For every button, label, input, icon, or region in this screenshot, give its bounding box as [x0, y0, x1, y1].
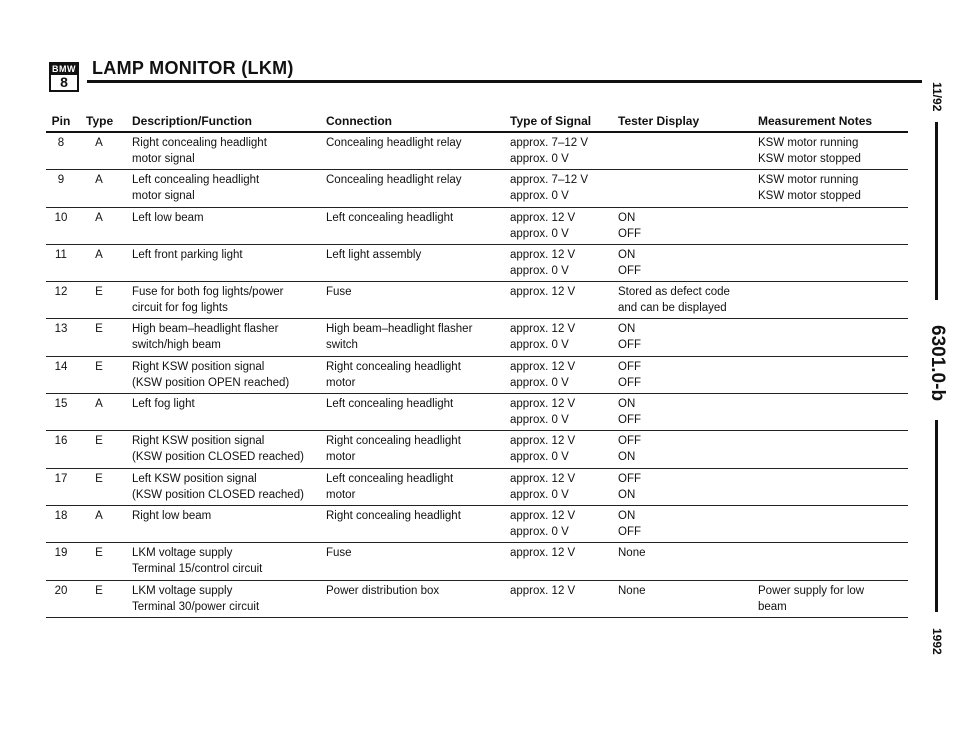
tester-display-cell: OFF ON	[618, 472, 641, 501]
type-cell: E	[95, 286, 103, 299]
logo-series: 8	[60, 74, 68, 90]
pin-cell: 8	[57, 137, 65, 149]
tester-display-cell: Stored as defect code and can be displayed	[618, 286, 730, 315]
signal-cell: approx. 12 V approx. 0 V	[510, 509, 576, 538]
signal-cell: approx. 12 V	[510, 547, 576, 560]
pin-cell: 17	[54, 472, 68, 485]
connection-cell: Fuse	[326, 547, 352, 560]
pin-cell: 10	[54, 211, 68, 224]
pin-cell: 19	[54, 547, 68, 560]
type-cell: E	[95, 360, 103, 373]
connection-cell: Left light assembly	[326, 248, 422, 261]
signal-cell: approx. 12 V	[510, 286, 576, 299]
side-bar-bottom	[935, 420, 938, 612]
page-title: LAMP MONITOR (LKM)	[92, 58, 294, 78]
logo-text: BMW	[52, 64, 76, 74]
connection-cell: Left concealing headlight	[326, 211, 454, 224]
table-header	[46, 113, 908, 133]
signal-cell: approx. 12 V approx. 0 V	[510, 211, 576, 240]
header-tester-display: Tester Display	[618, 114, 700, 128]
pin-cell: 11	[55, 248, 67, 261]
tester-display-cell: ON OFF	[618, 509, 641, 538]
title-rule	[87, 80, 922, 83]
type-cell: E	[95, 547, 103, 560]
header-connection: Connection	[326, 114, 392, 128]
bmw-logo	[49, 62, 79, 92]
pin-cell: 15	[54, 398, 68, 411]
type-cell: E	[95, 584, 103, 597]
table-row	[46, 394, 908, 431]
table-row	[46, 282, 908, 319]
signal-cell: approx. 12 V approx. 0 V	[510, 360, 576, 389]
connection-cell: Power distribution box	[326, 584, 440, 597]
connection-cell: Right concealing headlight motor	[326, 360, 461, 389]
header-type: Type	[86, 114, 114, 128]
table-row	[46, 208, 908, 245]
pin-cell: 20	[54, 584, 68, 597]
description-cell: LKM voltage supply Terminal 30/power circuit	[132, 584, 260, 613]
table-row	[46, 133, 908, 170]
connection-cell: High beam–headlight flasher switch	[326, 323, 473, 352]
description-cell: Right KSW position signal (KSW position CLOSED reached)	[132, 435, 304, 464]
pin-table	[46, 113, 908, 618]
type-cell: E	[95, 435, 103, 448]
tester-display-cell: ON OFF	[618, 323, 641, 352]
table-row	[46, 245, 908, 282]
description-cell: Right low beam	[132, 509, 212, 522]
tester-display-cell: ON OFF	[618, 248, 641, 277]
type-cell: A	[95, 509, 103, 522]
connection-cell: Fuse	[326, 286, 352, 299]
tester-display-cell: None	[618, 584, 646, 597]
type-cell: A	[95, 137, 103, 149]
header-pin: Pin	[51, 114, 71, 128]
description-cell: Left concealing headlight motor signal	[132, 174, 260, 203]
description-cell: Left KSW position signal (KSW position CLOSED reached)	[132, 472, 304, 501]
measurement-notes-cell: Power supply for low beam	[758, 584, 865, 613]
pin-cell: 9	[57, 174, 65, 187]
pin-cell: 14	[54, 360, 68, 373]
table-row	[46, 506, 908, 543]
description-cell: Right KSW position signal (KSW position OPEN reached)	[132, 360, 290, 389]
tester-display-cell: OFF OFF	[618, 360, 641, 389]
type-cell: A	[95, 174, 103, 187]
signal-cell: approx. 12 V approx. 0 V	[510, 323, 576, 352]
signal-cell: approx. 7–12 V approx. 0 V	[510, 174, 589, 203]
header-signal: Type of Signal	[510, 114, 592, 128]
table-row	[46, 319, 908, 356]
signal-cell: approx. 12 V approx. 0 V	[510, 248, 576, 277]
pin-cell: 18	[54, 509, 68, 522]
type-cell: E	[95, 472, 103, 485]
signal-cell: approx. 12 V approx. 0 V	[510, 398, 576, 427]
table-row	[46, 469, 908, 506]
table-body	[46, 133, 908, 618]
side-document-code: 6301.0-b	[927, 325, 948, 402]
pin-cell: 12	[54, 286, 68, 299]
pin-cell: 16	[54, 435, 68, 448]
signal-cell: approx. 12 V approx. 0 V	[510, 435, 576, 464]
signal-cell: approx. 7–12 V approx. 0 V	[510, 137, 589, 165]
tester-display-cell: ON OFF	[618, 211, 641, 240]
type-cell: A	[95, 398, 103, 411]
signal-cell: approx. 12 V	[510, 584, 576, 597]
tester-display-cell: None	[618, 547, 646, 560]
pin-cell: 13	[54, 323, 68, 336]
type-cell: E	[95, 323, 103, 336]
tester-display-cell: OFF ON	[618, 435, 641, 464]
header-description: Description/Function	[132, 114, 252, 128]
table-row	[46, 543, 908, 580]
signal-cell: approx. 12 V approx. 0 V	[510, 472, 576, 501]
connection-cell: Concealing headlight relay	[326, 137, 462, 149]
table-row	[46, 581, 908, 618]
table-row	[46, 431, 908, 468]
type-cell: A	[95, 211, 103, 224]
table-row	[46, 357, 908, 394]
tester-display-cell: ON OFF	[618, 398, 641, 427]
description-cell: High beam–headlight flasher switch/high beam	[132, 323, 279, 352]
connection-cell: Right concealing headlight motor	[326, 435, 461, 464]
side-year: 1992	[930, 628, 944, 655]
description-cell: LKM voltage supply Terminal 15/control circuit	[132, 547, 263, 576]
connection-cell: Left concealing headlight motor	[326, 472, 454, 501]
connection-cell: Left concealing headlight	[326, 398, 454, 411]
description-cell: Right concealing headlight motor signal	[132, 137, 267, 165]
measurement-notes-cell: KSW motor running KSW motor stopped	[758, 174, 861, 203]
description-cell: Left front parking light	[132, 248, 243, 261]
description-cell: Left fog light	[132, 398, 195, 411]
type-cell: A	[95, 248, 103, 261]
connection-cell: Right concealing headlight	[326, 509, 461, 522]
connection-cell: Concealing headlight relay	[326, 174, 462, 187]
table-row	[46, 170, 908, 207]
measurement-notes-cell: KSW motor running KSW motor stopped	[758, 137, 861, 165]
description-cell: Fuse for both fog lights/power circuit for fog lights	[132, 286, 284, 315]
side-bar-top	[935, 122, 938, 300]
header-measurement-notes: Measurement Notes	[758, 114, 873, 128]
side-date: 11/92	[930, 82, 944, 112]
description-cell: Left low beam	[132, 211, 204, 224]
